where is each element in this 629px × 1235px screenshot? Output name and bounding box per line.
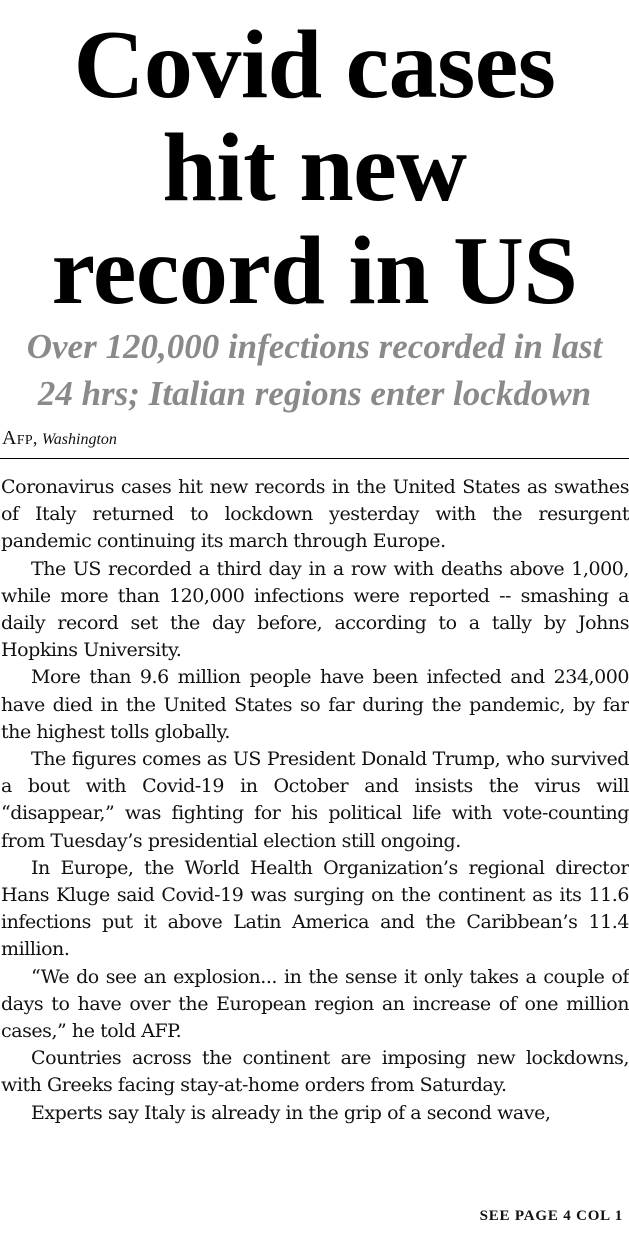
headline-line-2: hit new [162, 114, 467, 222]
divider-rule [0, 458, 629, 459]
paragraph-8: Experts say Italy is already in the grip of a second wave, [31, 1101, 551, 1124]
paragraph-3: More than 9.6 million people have been infected and 234,000 have died in the United States so far during the pandemic, by far the highest tolls globally. [1, 666, 629, 743]
headline-line-3: record in US [51, 217, 578, 325]
subheadline-line-1: Over 120,000 infections recorded in last [26, 327, 603, 366]
paragraph-6: “We do see an explosion... in the sense it only takes a couple of days to have over the European region an increase of one million cases,” he told AFP. [1, 965, 629, 1043]
dateline-agency: Afp [2, 427, 33, 449]
paragraph-2: The US recorded a third day in a row with deaths above 1,000, while more than 120,000 infections were reported -- smashing a daily record set the day before, according to a tally by Johns Hopkins University. [1, 557, 629, 662]
paragraph-7: Countries across the continent are imposing new lockdowns, with Greeks facing stay-at-home orders from Saturday. [1, 1047, 629, 1097]
dateline-separator: , [32, 428, 42, 448]
paragraph-4: The figures comes as US President Donald Trump, who survived a bout with Covid-19 in October and insists the virus will “disappear,” was fighting for his political life with vote-counting from Tuesday’s presidential election still ongoing. [1, 748, 629, 852]
paragraph-1: Coronavirus cases hit new records in the United States as swathes of Italy returned to lockdown yesterday with the resurgent pandemic continuing its march through Europe. [1, 476, 629, 553]
dateline-place: Washington [41, 431, 117, 448]
dateline [2, 428, 117, 450]
headline-line-1: Covid cases [73, 11, 556, 119]
article-body [1, 474, 629, 1127]
continuation-note: SEE PAGE 4 COL 1 [479, 1208, 623, 1224]
subheadline [0, 323, 629, 417]
paragraph-5: In Europe, the World Health Organization’s regional director Hans Kluge said Covid-19 was surging on the continent as its 11.6 infections put it above Latin America and the Caribbean’s 11.4 million. [1, 856, 629, 961]
headline [0, 11, 629, 325]
subheadline-line-2: 24 hrs; Italian regions enter lockdown [37, 374, 592, 413]
